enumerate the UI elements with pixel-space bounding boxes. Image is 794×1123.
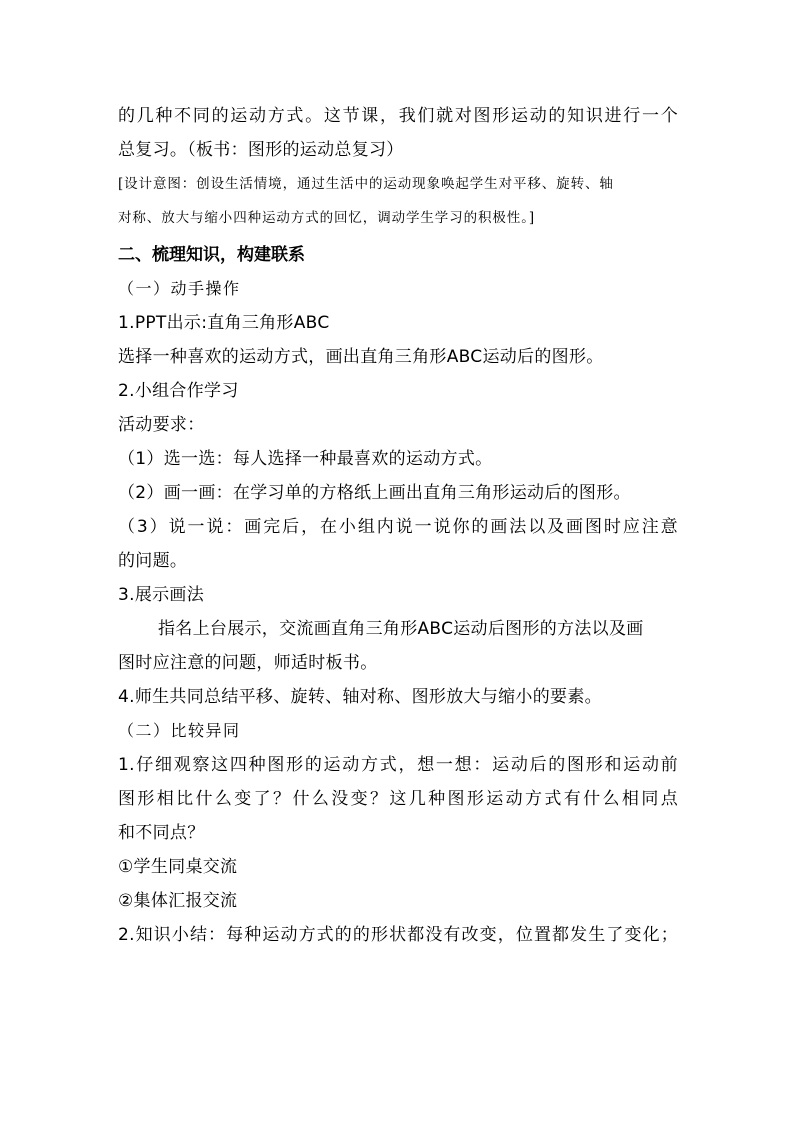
list-item: 2.小组合作学习 <box>118 381 239 401</box>
list-item: 1.仔细观察这四种图形的运动方式，想一想：运动后的图形和运动前 <box>118 755 678 775</box>
paragraph-line: 选择一种喜欢的运动方式，画出直角三角形ABC运动后的图形。 <box>118 347 604 367</box>
list-item: 3.展示画法 <box>118 585 205 605</box>
paragraph-line: 图形相比什么变了？什么没变？这几种图形运动方式有什么相同点 <box>118 789 678 809</box>
paragraph-line: 图时应注意的问题，师适时板书。 <box>118 653 378 673</box>
section-heading: 二、梳理知识，构建联系 <box>118 245 305 265</box>
list-item: 4.师生共同总结平移、旋转、轴对称、图形放大与缩小的要素。 <box>118 687 602 707</box>
design-intent-note: [设计意图：创设生活情境，通过生活中的运动现象唤起学生对平移、旋转、轴 <box>118 176 614 192</box>
requirement-item: （2）画一画：在学习单的方格纸上画出直角三角形运动后的图形。 <box>118 483 631 503</box>
document-body <box>118 99 678 952</box>
list-item: ②集体汇报交流 <box>118 891 238 911</box>
requirement-item: （3）说一说：画完后，在小组内说一说你的画法以及画图时应注意 <box>118 517 678 537</box>
requirement-item: （1）选一选：每人选择一种最喜欢的运动方式。 <box>118 449 493 469</box>
list-item: 1.PPT出示:直角三角形ABC <box>118 313 330 333</box>
design-intent-note: 对称、放大与缩小四种运动方式的回忆，调动学生学习的积极性。] <box>118 210 536 226</box>
subsection-heading: （二）比较异同 <box>118 721 241 740</box>
list-item: ①学生同桌交流 <box>118 857 238 877</box>
paragraph-line: 的几种不同的运动方式。这节课，我们就对图形运动的知识进行一个 <box>118 106 678 126</box>
paragraph-line: 和不同点？ <box>118 823 205 843</box>
paragraph-line: 的问题。 <box>118 551 188 571</box>
paragraph-line: 指名上台展示，交流画直角三角形ABC运动后图形的方法以及画 <box>158 619 644 639</box>
paragraph-line: 活动要求： <box>118 415 205 435</box>
list-item: 2.知识小结：每种运动方式的的形状都没有改变，位置都发生了变化； <box>118 925 678 945</box>
subsection-heading: （一）动手操作 <box>118 279 241 298</box>
paragraph-line: 总复习。（板书：图形的运动总复习） <box>118 140 404 160</box>
